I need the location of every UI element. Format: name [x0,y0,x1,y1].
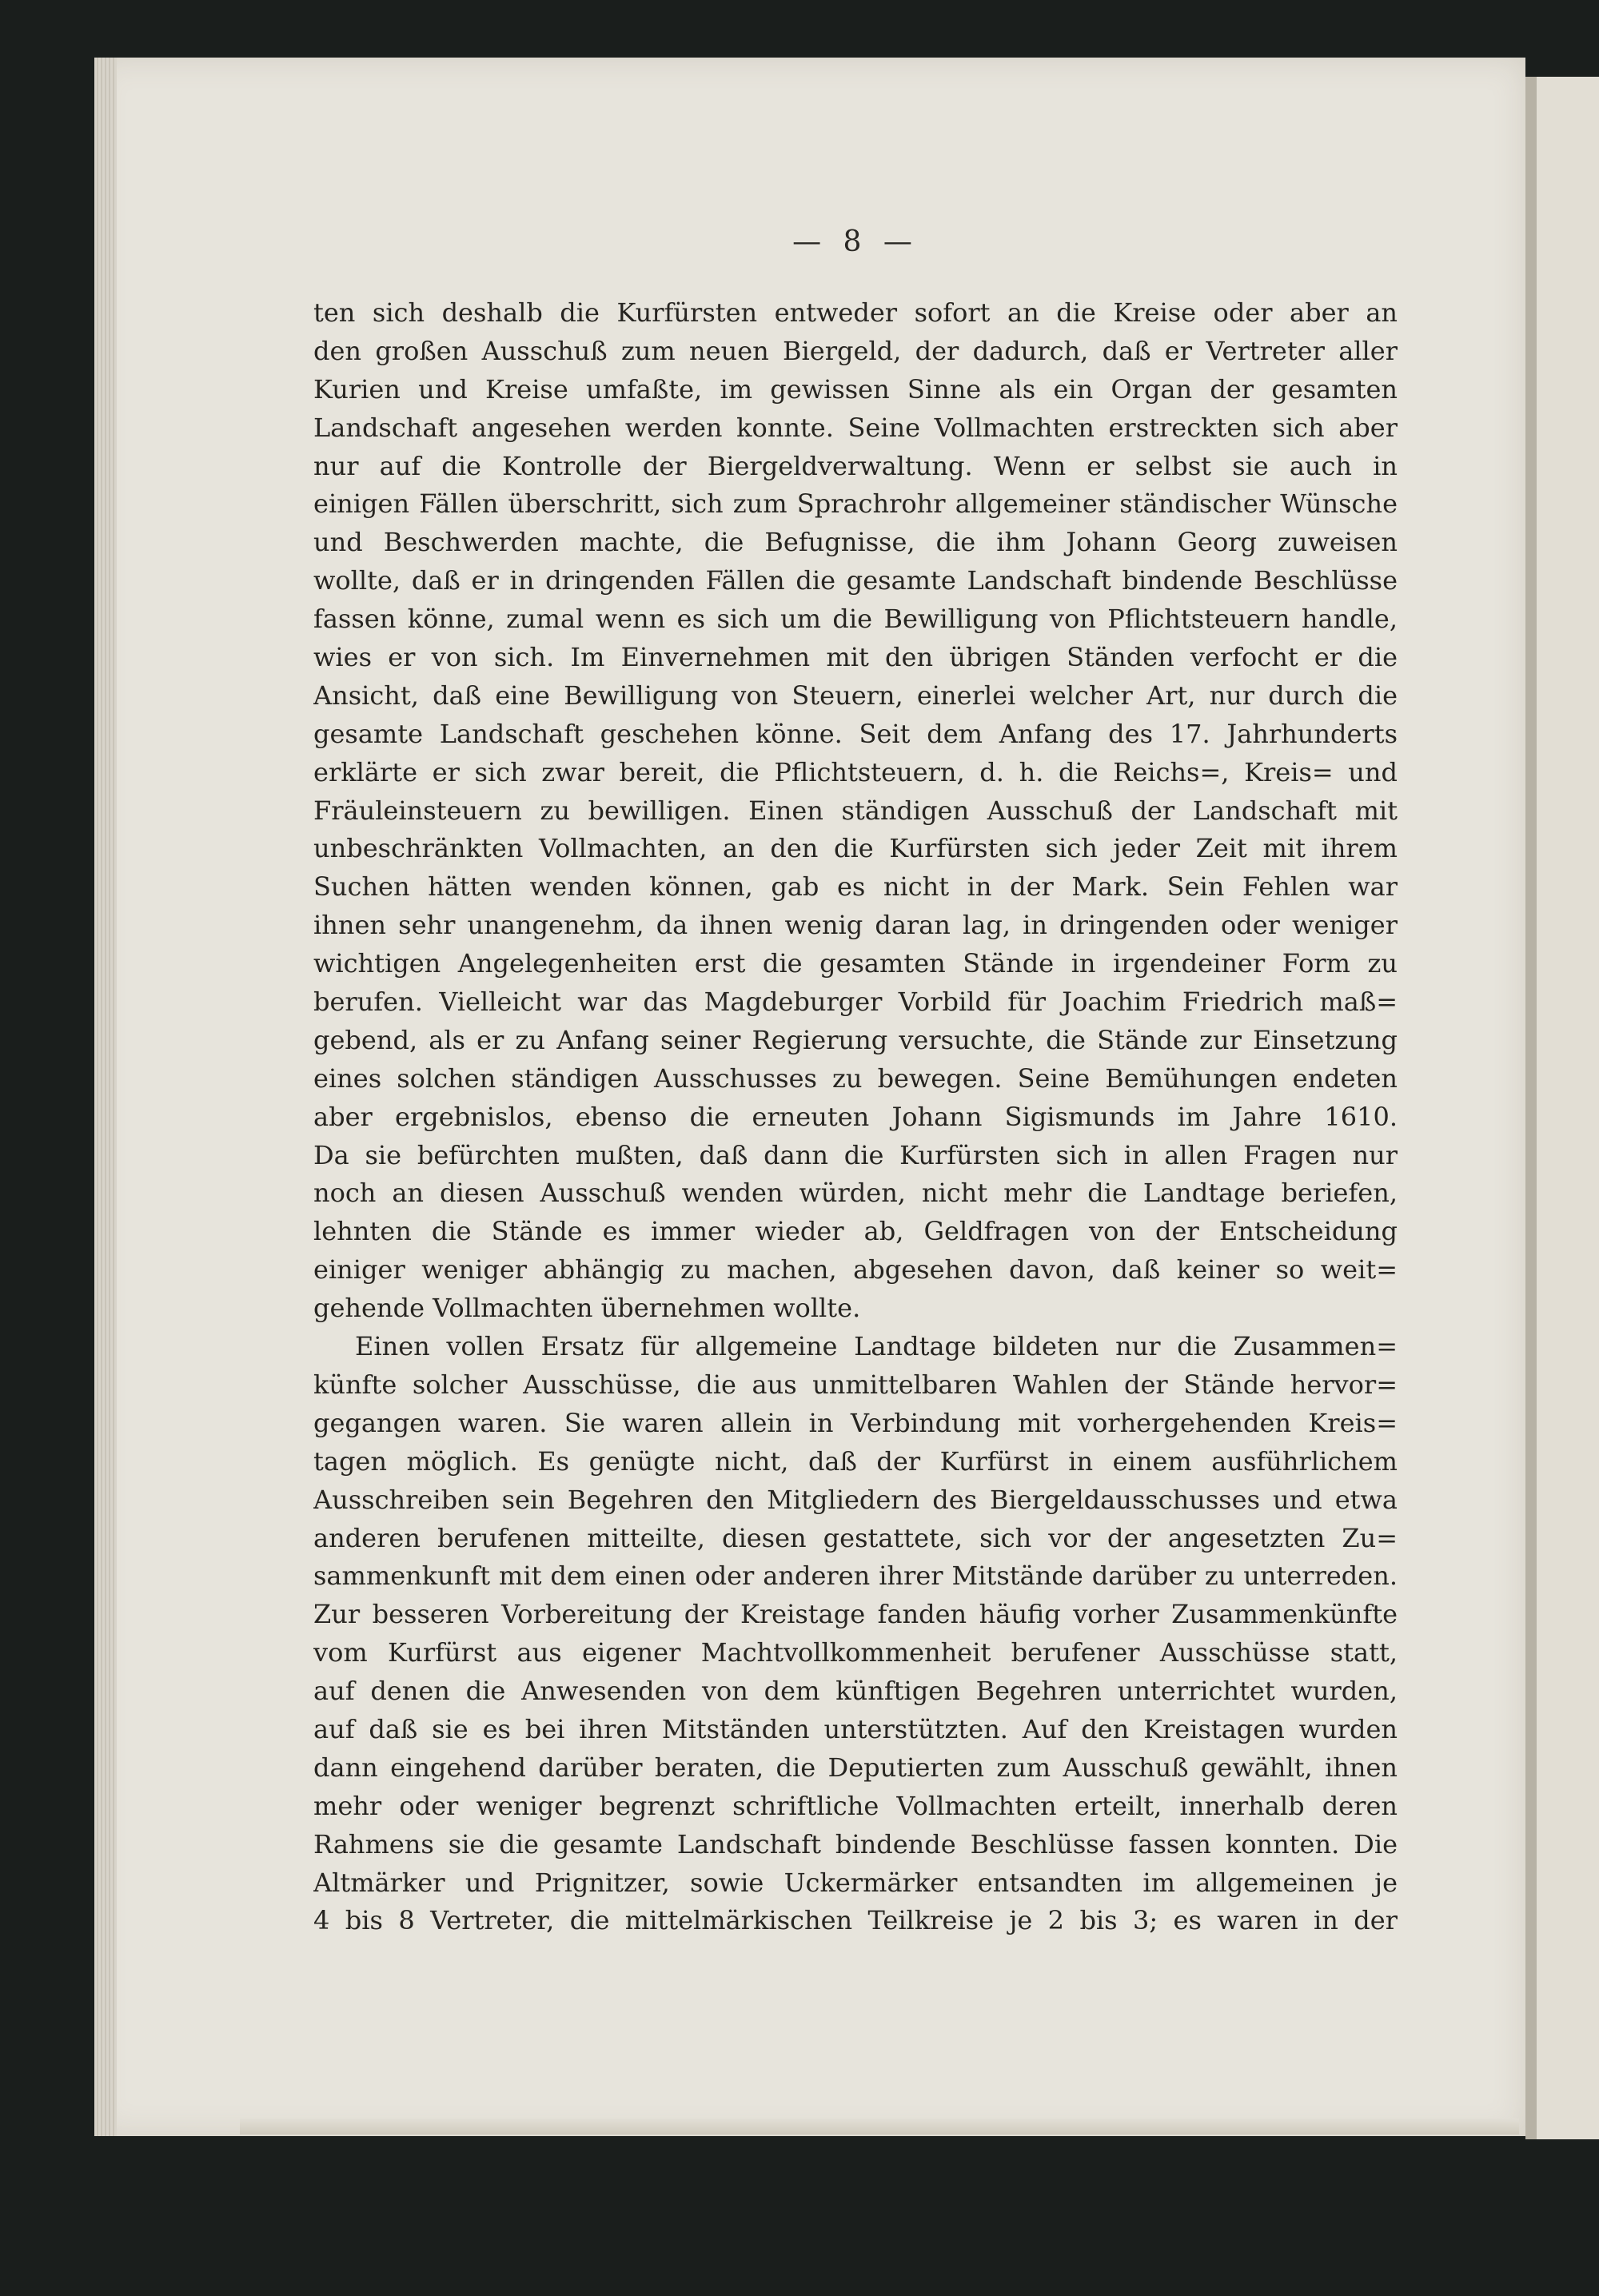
text-line: wichtigen Angelegenheiten erst die gesamten Stände in irgendeiner Form zu [313,948,1398,979]
text-line: ten sich deshalb die Kurfürsten entweder sofort an die Kreise oder aber an [313,297,1398,328]
text-line: Suchen hätten wenden können, gab es nicht in der Mark. Sein Fehlen war [313,871,1398,903]
text-line: und Beschwerden machte, die Befugnisse, die ihm Johann Georg zuweisen [313,527,1398,558]
text-line: berufen. Vielleicht war das Magdeburger Vorbild für Joachim Friedrich maß= [313,987,1398,1018]
text-line: gesamte Landschaft geschehen könne. Seit dem Anfang des 17. Jahrhunderts [313,718,1398,749]
text-line: nur auf die Kontrolle der Biergeldverwaltung. Wenn er selbst sie auch in [313,450,1398,481]
text-line: Altmärker und Prignitzer, sowie Uckermärker entsandten im allgemeinen je [313,1867,1398,1898]
text-line: lehnten die Stände es immer wieder ab, Geldfragen von der Entscheidung [313,1216,1398,1247]
text-line: sammenkunft mit dem einen oder anderen ihrer Mitstände darüber zu unterreden. [313,1561,1398,1592]
text-line: Rahmens sie die gesamte Landschaft bindende Beschlüsse fassen konnten. Die [313,1828,1398,1860]
text-line: gebend, als er zu Anfang seiner Regierung versuchte, die Stände zur Einsetzung [313,1024,1398,1055]
text-line: noch an diesen Ausschuß wenden würden, nicht mehr die Landtage beriefen, [313,1178,1398,1209]
text-line: eines solchen ständigen Ausschusses zu bewegen. Seine Bemühungen endeten [313,1062,1398,1094]
text-line: künfte solcher Ausschüsse, die aus unmittelbaren Wahlen der Stände hervor= [313,1369,1398,1400]
paragraph-start-line: Einen vollen Ersatz für allgemeine Landtage bildeten nur die Zusammen= [355,1331,1398,1362]
text-line: fassen könne, zumal wenn es sich um die Bewilligung von Pflichtsteuern handle, [313,604,1398,635]
text-line: auf daß sie es bei ihren Mitständen unterstützten. Auf den Kreistagen wurden [313,1713,1398,1744]
page-number: — 8 — [792,225,919,258]
text-line: erklärte er sich zwar bereit, die Pflichtsteuern, d. h. die Reichs=, Kreis= und [313,756,1398,787]
paragraph-end-line: gehende Vollmachten übernehmen wollte. [313,1293,861,1324]
text-line: einigen Fällen überschritt, sich zum Sprachrohr allgemeiner ständischer Wünsche [313,488,1398,520]
text-line: 4 bis 8 Vertreter, die mittelmärkischen Teilkreise je 2 bis 3; es waren in der [313,1905,1398,1936]
text-line: wies er von sich. Im Einvernehmen mit den übrigen Ständen verfocht er die [313,642,1398,673]
text-line: auf denen die Anwesenden von dem künftigen Begehren unterrichtet wurden, [313,1676,1398,1707]
page-stack-edge [94,58,117,2136]
text-line: anderen berufenen mitteilte, diesen gestattete, sich vor der angesetzten Zu= [313,1522,1398,1553]
text-line: Fräuleinsteuern zu bewilligen. Einen ständigen Ausschuß der Landschaft mit [313,795,1398,826]
text-line: unbeschränkten Vollmachten, an den die Kurfürsten sich jeder Zeit mit ihrem [313,833,1398,864]
text-line: mehr oder weniger begrenzt schriftliche Vollmachten erteilt, innerhalb deren [313,1790,1398,1821]
text-line: aber ergebnislos, ebenso die erneuten Johann Sigismunds im Jahre 1610. [313,1101,1398,1132]
text-line: Kurien und Kreise umfaßte, im gewissen Sinne als ein Organ der gesamten [313,373,1398,405]
text-line: tagen möglich. Es genügte nicht, daß der Kurfürst in einem ausführlichem [313,1445,1398,1477]
text-line: einiger weniger abhängig zu machen, abgesehen davon, daß keiner so weit= [313,1254,1398,1286]
text-line: wollte, daß er in dringenden Fällen die gesamte Landschaft bindende Beschlüsse [313,565,1398,596]
text-line: Zur besseren Vorbereitung der Kreistage fanden häufig vorher Zusammenkünfte [313,1599,1398,1630]
page-bottom-edge [240,2119,1519,2135]
text-line: Da sie befürchten mußten, daß dann die Kurfürsten sich in allen Fragen nur [313,1139,1398,1170]
text-line: gegangen waren. Sie waren allein in Verbindung mit vorhergehenden Kreis= [313,1407,1398,1438]
text-line: den großen Ausschuß zum neuen Biergeld, der dadurch, daß er Vertreter aller [313,335,1398,366]
text-line: vom Kurfürst aus eigener Machtvollkommenheit berufener Ausschüsse statt, [313,1637,1398,1668]
text-line: Landschaft angesehen werden konnte. Seine Vollmachten erstreckten sich aber [313,412,1398,443]
text-line: Ansicht, daß eine Bewilligung von Steuern, einerlei welcher Art, nur durch die [313,680,1398,711]
text-line: Ausschreiben sein Begehren den Mitgliedern des Biergeldausschusses und etwa [313,1484,1398,1515]
body-text [313,294,1398,1940]
book-gutter-shadow [1525,77,1537,2139]
text-line: ihnen sehr unangenehm, da ihnen wenig daran lag, in dringenden oder weniger [313,910,1398,941]
text-line: dann eingehend darüber beraten, die Deputierten zum Ausschuß gewählt, ihnen [313,1752,1398,1783]
